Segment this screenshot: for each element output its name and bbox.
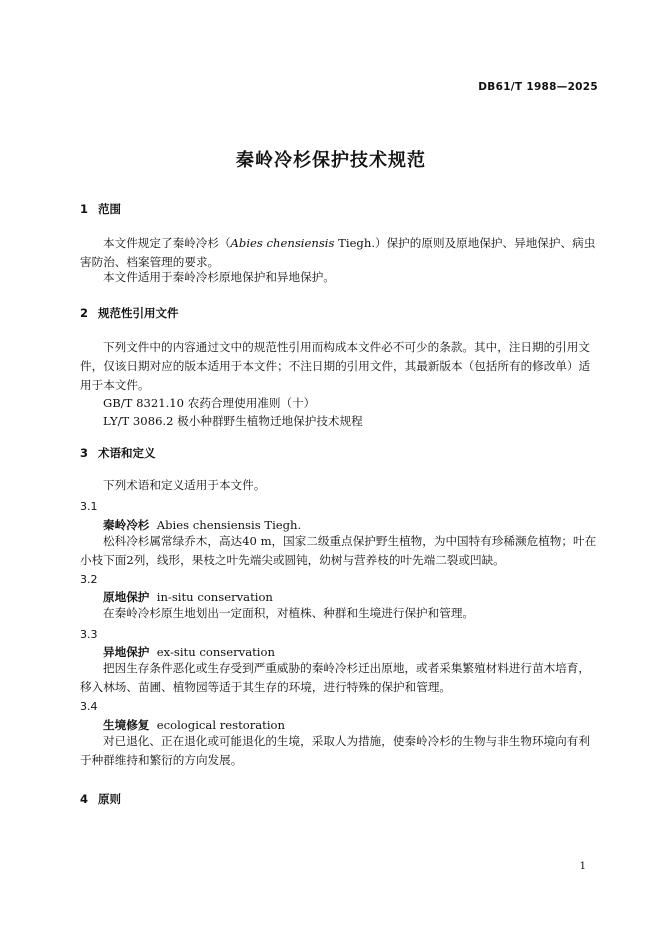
clause-number: 3.1 <box>80 500 98 513</box>
page-number: 1 <box>579 861 586 872</box>
term-entry <box>103 517 301 533</box>
terms-intro: 下列术语和定义适用于本文件。 <box>103 478 266 492</box>
term-definition: 在秦岭冷杉原生地划出一定面积，对植株、种群和生境进行保护和管理。 <box>103 606 475 620</box>
term-entry <box>103 717 285 733</box>
section-number: 4 <box>80 792 89 806</box>
standard-code: DB61/T 1988—2025 <box>478 81 598 93</box>
clause-number: 3.2 <box>80 573 98 586</box>
section-2-heading <box>80 305 179 321</box>
section-title: 范围 <box>98 202 121 216</box>
section-title: 原则 <box>98 792 121 806</box>
scope-paragraph-1 <box>80 234 600 272</box>
latin-name: Abies chensiensis <box>230 236 335 250</box>
term-english: ecological restoration <box>156 718 285 732</box>
reference-item: GB/T 8321.10 农药合理使用准则（十） <box>103 396 316 410</box>
section-title: 规范性引用文件 <box>98 306 179 320</box>
term-chinese: 异地保护 <box>103 645 150 659</box>
section-number: 2 <box>80 306 89 320</box>
term-english: ex-situ conservation <box>156 645 275 659</box>
references-paragraph: 下列文件中的内容通过文中的规范性引用而构成本文件必不可少的条款。其中，注日期的引用文件，仅该日期对应的版本适用于本文件；不注日期的引用文件，其最新版本（包括所有的修改单）适用于本文件。 <box>80 340 591 392</box>
section-4-heading <box>80 791 121 807</box>
clause-number: 3.4 <box>80 700 98 713</box>
term-chinese: 原地保护 <box>103 590 150 604</box>
section-3-heading <box>80 445 156 461</box>
reference-item: LY/T 3086.2 极小种群野生植物迁地保护技术规程 <box>103 414 363 428</box>
text-run: 本文件规定了秦岭冷杉（ <box>103 236 231 250</box>
section-number: 3 <box>80 446 89 460</box>
section-title: 术语和定义 <box>98 446 156 460</box>
term-chinese: 秦岭冷杉 <box>103 518 150 532</box>
term-english: in-situ conservation <box>156 590 273 604</box>
scope-paragraph-2: 本文件适用于秦岭冷杉原地保护和异地保护。 <box>103 270 335 284</box>
text-run: Tiegh.）保护的原则及原地保护、异地保护、病虫害防治、档案管理的要求。 <box>80 236 596 269</box>
section-number: 1 <box>80 202 89 216</box>
term-definition: 把因生存条件恶化或生存受到严重威胁的秦岭冷杉迁出原地，或者采集繁殖材料进行苗木培育，移入林场、苗圃、植物园等适于其生存的环境，进行特殊的保护和管理。 <box>80 661 590 694</box>
clause-number: 3.3 <box>80 628 98 641</box>
document-title: 秦岭冷杉保护技术规范 <box>236 150 426 171</box>
term-chinese: 生境修复 <box>103 718 150 732</box>
term-entry <box>103 589 273 605</box>
term-entry <box>103 644 275 660</box>
term-definition: 松科冷杉属常绿乔木，高达40 m，国家二级重点保护野生植物，为中国特有珍稀濒危植物；叶在小枝下面2列，线形，果枝之叶先端尖或圆钝，幼树与营养枝的叶先端二裂或凹缺。 <box>80 534 597 567</box>
term-definition: 对已退化、正在退化或可能退化的生境，采取人为措施，使秦岭冷杉的生物与非生物环境向有利于种群维持和繁衍的方向发展。 <box>80 734 590 767</box>
section-1-heading <box>80 201 121 217</box>
term-english: Abies chensiensis Tiegh. <box>156 518 302 532</box>
